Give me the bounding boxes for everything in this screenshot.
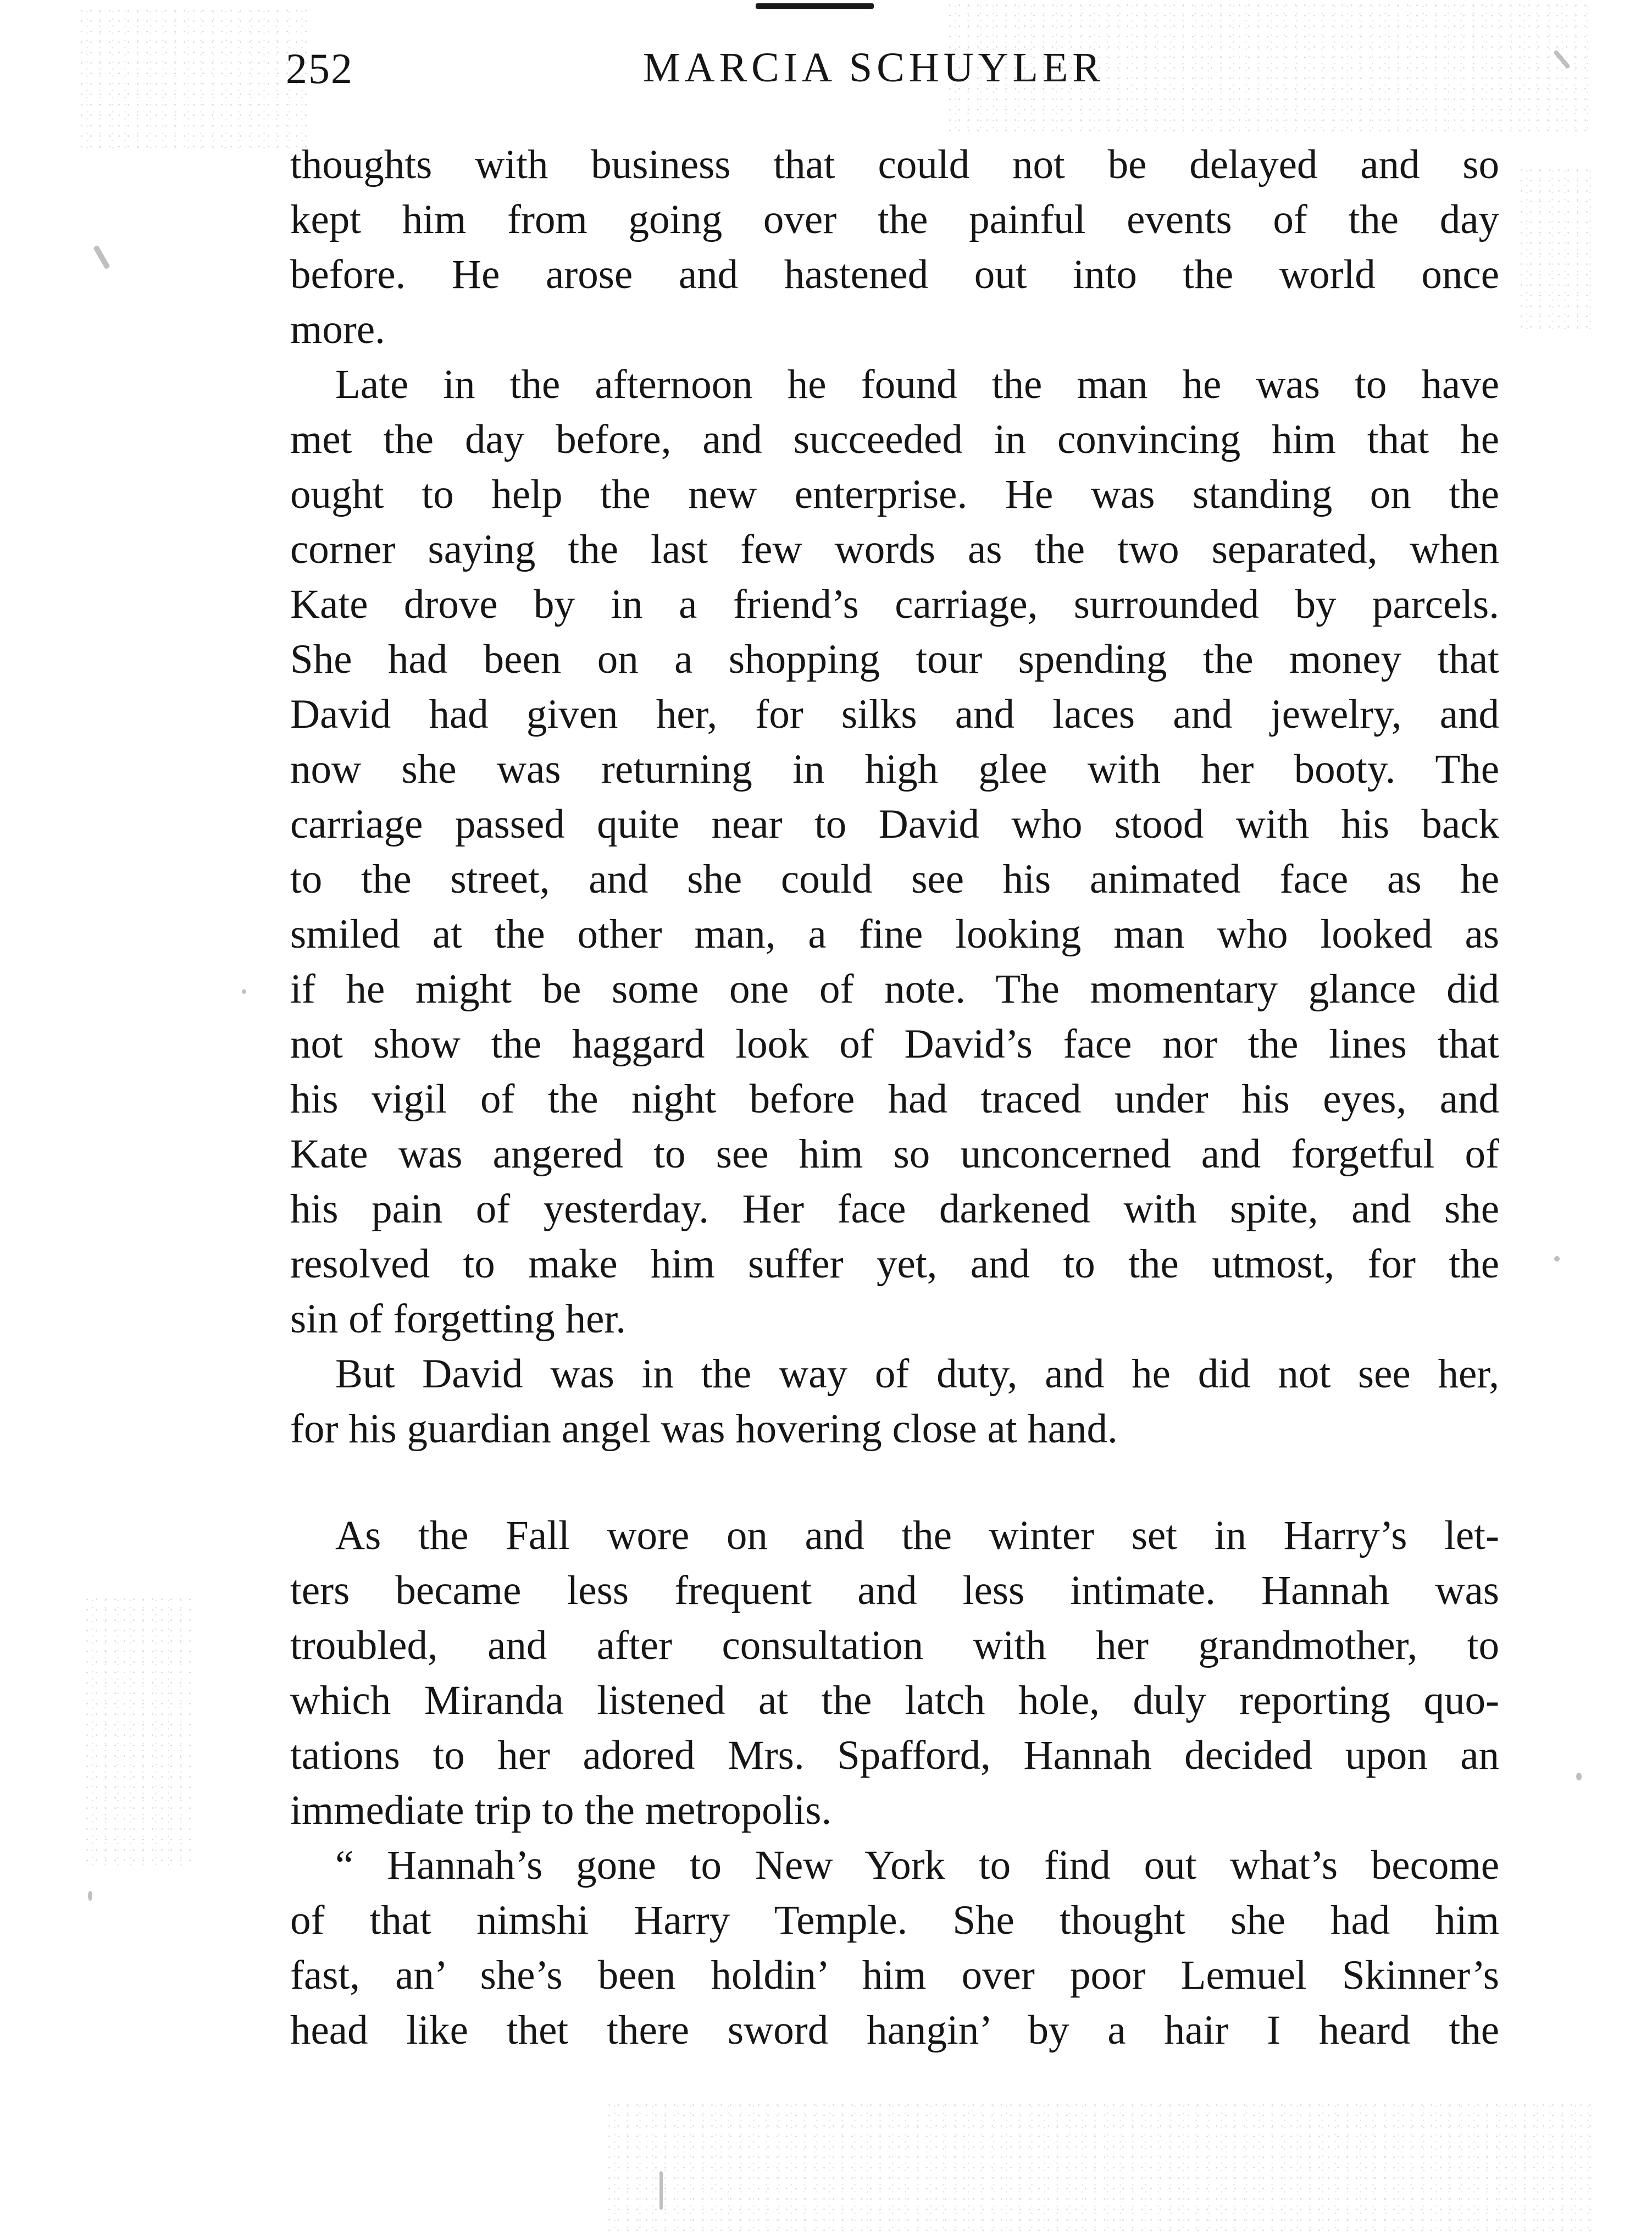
text-line: head like thet there sword hangin’ by a hair I heard the bbox=[290, 2007, 1499, 2053]
text-line: resolved to make him suffer yet, and to the utmost, for the bbox=[290, 1241, 1499, 1287]
text-line: more. bbox=[290, 307, 385, 352]
text-line: ought to help the new enterprise. He was standing on the bbox=[290, 472, 1499, 517]
running-head: MARCIA SCHUYLER bbox=[643, 45, 1105, 91]
text-line: to the street, and she could see his animated face as he bbox=[290, 856, 1499, 902]
text-line: corner saying the last few words as the two separated, when bbox=[290, 527, 1499, 572]
text-line: smiled at the other man, a fine looking man who looked as bbox=[290, 911, 1499, 957]
scan-speck bbox=[1554, 1256, 1560, 1262]
text-line: Late in the afternoon he found the man he was to have bbox=[335, 362, 1499, 407]
text-line: of that nimshi Harry Temple. She thought she had him bbox=[290, 1897, 1499, 1943]
scan-noise-right-margin bbox=[1517, 165, 1594, 330]
text-line: now she was returning in high glee with her booty. The bbox=[290, 746, 1499, 792]
section-break bbox=[290, 1457, 1499, 1508]
text-line: ters became less frequent and less intimate. Hannah was bbox=[290, 1568, 1499, 1613]
scan-noise-left-margin bbox=[82, 1594, 192, 1869]
text-line: tations to her adored Mrs. Spafford, Hannah decided upon an bbox=[290, 1733, 1499, 1778]
text-line: thoughts with business that could not be delayed and so bbox=[290, 142, 1499, 187]
text-line: carriage passed quite near to David who stood with his back bbox=[290, 801, 1499, 847]
text-line: Kate drove by in a friend’s carriage, surrounded by parcels. bbox=[290, 582, 1499, 627]
scan-speck bbox=[93, 245, 110, 270]
scan-speck bbox=[242, 989, 246, 994]
text-line: “ Hannah’s gone to New York to find out what’s become bbox=[335, 1843, 1499, 1888]
text-line: immediate trip to the metropolis. bbox=[290, 1788, 832, 1833]
text-line: his vigil of the night before had traced under his eyes, and bbox=[290, 1076, 1499, 1122]
scan-noise-top-left bbox=[77, 5, 308, 148]
text-line: Kate was angered to see him so unconcerned and forgetful of bbox=[290, 1131, 1499, 1177]
text-line: if he might be some one of note. The momentary glance did bbox=[290, 966, 1499, 1012]
text-line: She had been on a shopping tour spending the money that bbox=[290, 637, 1499, 682]
body-text bbox=[290, 137, 1499, 2058]
text-line: As the Fall wore on and the winter set in Harry’s let- bbox=[335, 1513, 1499, 1558]
top-rule bbox=[756, 3, 874, 9]
text-line: which Miranda listened at the latch hole, duly reporting quo- bbox=[290, 1678, 1499, 1723]
scan-speck bbox=[88, 1891, 92, 1901]
scan-noise-bottom bbox=[605, 2100, 1594, 2232]
text-line: David had given her, for silks and laces and jewelry, and bbox=[290, 691, 1499, 737]
text-line: for his guardian angel was hovering close at hand. bbox=[290, 1406, 1118, 1452]
text-line: troubled, and after consultation with her grandmother, to bbox=[290, 1623, 1499, 1668]
text-line: before. He arose and hastened out into the world once bbox=[290, 252, 1499, 297]
scan-speck bbox=[1576, 1773, 1582, 1780]
text-line: But David was in the way of duty, and he did not see her, bbox=[335, 1351, 1499, 1397]
text-line: fast, an’ she’s been holdin’ him over poor Lemuel Skinner’s bbox=[290, 1952, 1499, 1998]
scan-speck bbox=[659, 2171, 663, 2210]
text-line: not show the haggard look of David’s face nor the lines that bbox=[290, 1021, 1499, 1067]
text-line: sin of forgetting her. bbox=[290, 1296, 627, 1342]
text-line: met the day before, and succeeded in convincing him that he bbox=[290, 417, 1499, 462]
text-line: his pain of yesterday. Her face darkened with spite, and she bbox=[290, 1186, 1499, 1232]
page-header bbox=[286, 38, 1506, 104]
page-number: 252 bbox=[286, 45, 353, 92]
text-line: kept him from going over the painful events of the day bbox=[290, 197, 1499, 242]
